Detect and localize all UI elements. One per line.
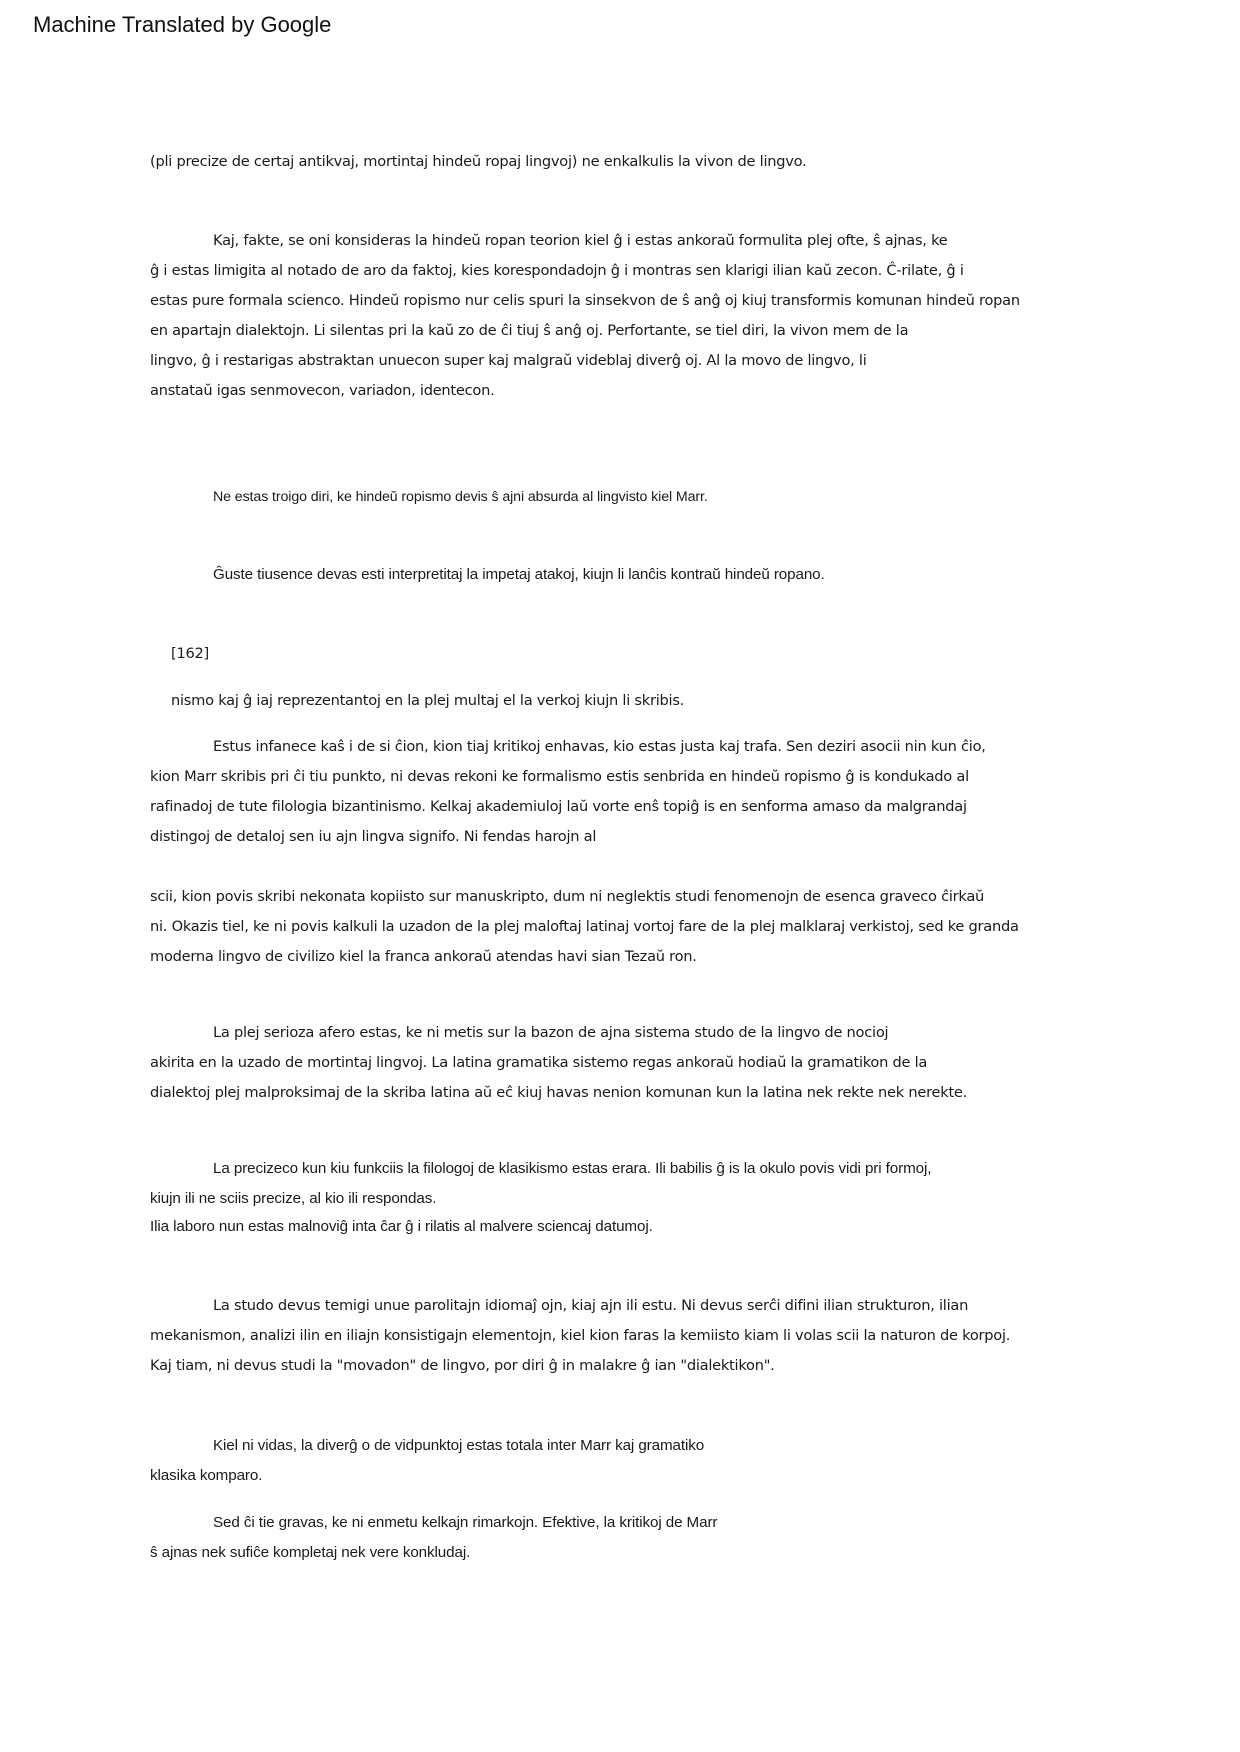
paragraph-line: La studo devus temigi unue parolitajn idiomaĵ ojn, kiaj ajn ili estu. Ni devus serĉi difini ilian strukturon, ilian <box>213 1297 969 1314</box>
paragraph-line: ni. Okazis tiel, ke ni povis kalkuli la uzadon de la plej maloftaj latinaj vortoj fare de la plej malklaraj verkistoj, sed ke granda <box>150 918 1019 935</box>
paragraph-line: klasika komparo. <box>150 1467 263 1484</box>
paragraph-line: Kaj, fakte, se oni konsideras la hindeŭ ropan teorion kiel ĝ i estas ankoraŭ formulita plej ofte, ŝ ajnas, ke <box>213 232 948 249</box>
page-number: [162] <box>171 645 209 662</box>
paragraph-line: estas pure formala scienco. Hindeŭ ropismo nur celis spuri la sinsekvon de ŝ anĝ oj kiuj transformis komunan hindeŭ ropan <box>150 292 1020 309</box>
machine-translation-banner: Machine Translated by Google <box>33 12 332 37</box>
paragraph-line: nismo kaj ĝ iaj reprezentantoj en la plej multaj el la verkoj kiujn li skribis. <box>171 692 685 709</box>
paragraph-line: kiujn ili ne sciis precize, al kio ili respondas. <box>150 1190 437 1207</box>
paragraph-line: La plej serioza afero estas, ke ni metis sur la bazon de ajna sistema studo de la lingvo de nocioj <box>213 1024 889 1041</box>
paragraph-line: ŝ ajnas nek sufiĉe kompletaj nek vere konkludaj. <box>150 1544 471 1561</box>
paragraph-line: Ĝuste tiusence devas esti interpretitaj la impetaj atakoj, kiujn li lanĉis kontraŭ hindeŭ ropano. <box>213 566 825 583</box>
paragraph-line: Estus infanece kaŝ i de si ĉion, kion tiaj kritikoj enhavas, kio estas justa kaj trafa. Sen deziri asocii nin kun ĉio, <box>213 738 986 755</box>
paragraph-line: ĝ i estas limigita al notado de aro da faktoj, kies korespondadojn ĝ i montras sen klarigi ilian kaŭ zecon. Ĉ-rilate, ĝ i <box>150 262 964 279</box>
paragraph-line: mekanismon, analizi ilin en iliajn konsistigajn elementojn, kiel kion faras la kemiisto kiam li volas scii la naturon de korpoj. <box>150 1327 1011 1344</box>
paragraph-line: kion Marr skribis pri ĉi tiu punkto, ni devas rekoni ke formalismo estis senbrida en hindeŭ ropismo ĝ is kondukado al <box>150 768 969 785</box>
paragraph-line: lingvo, ĝ i restarigas abstraktan unuecon super kaj malgraŭ videblaj diverĝ oj. Al la movo de lingvo, li <box>150 352 867 369</box>
paragraph-line: akirita en la uzado de mortintaj lingvoj. La latina gramatika sistemo regas ankoraŭ hodiaŭ la gramatikon de la <box>150 1054 928 1071</box>
paragraph-line: Ne estas troigo diri, ke hindeŭ ropismo devis ŝ ajni absurda al lingvisto kiel Marr. <box>213 489 708 505</box>
paragraph-line: en apartajn dialektojn. Li silentas pri la kaŭ zo de ĉi tiuj ŝ anĝ oj. Perfortante, se tiel diri, la vivon mem de la <box>150 322 909 339</box>
paragraph-line: rafinadoj de tute filologia bizantinismo. Kelkaj akademiuloj laŭ vorte enŝ topiĝ is en senforma amaso da malgrandaj <box>150 798 967 815</box>
paragraph-line: distingoj de detaloj sen iu ajn lingva signifo. Ni fendas harojn al <box>150 828 597 845</box>
paragraph-line: Kiel ni vidas, la diverĝ o de vidpunktoj estas totala inter Marr kaj gramatiko <box>213 1437 705 1454</box>
paragraph-line: Ilia laboro nun estas malnoviĝ inta ĉar ĝ i rilatis al malvere sciencaj datumoj. <box>150 1218 653 1235</box>
paragraph-line: Kaj tiam, ni devus studi la "movadon" de lingvo, por diri ĝ in malakre ĝ ian "dialektikon". <box>150 1357 775 1374</box>
paragraph-line: Sed ĉi tie gravas, ke ni enmetu kelkajn rimarkojn. Efektive, la kritikoj de Marr <box>213 1514 718 1531</box>
paragraph-line: moderna lingvo de civilizo kiel la franca ankoraŭ atendas havi sian Tezaŭ ron. <box>150 948 697 965</box>
paragraph-line: scii, kion povis skribi nekonata kopiisto sur manuskripto, dum ni neglektis studi fenomenojn de esenca graveco ĉirkaŭ <box>150 888 985 905</box>
paragraph-line: dialektoj plej malproksimaj de la skriba latina aŭ eĉ kiuj havas nenion komunan kun la latina nek rekte nek nerekte. <box>150 1084 968 1101</box>
paragraph-line: La precizeco kun kiu funkciis la filologoj de klasikismo estas erara. Ili babilis ĝ is la okulo povis vidi pri formoj, <box>213 1160 932 1177</box>
paragraph-line: (pli precize de certaj antikvaj, mortintaj hindeŭ ropaj lingvoj) ne enkalkulis la vivon de lingvo. <box>150 153 807 170</box>
paragraph-line: anstataŭ igas senmovecon, variadon, identecon. <box>150 382 495 399</box>
